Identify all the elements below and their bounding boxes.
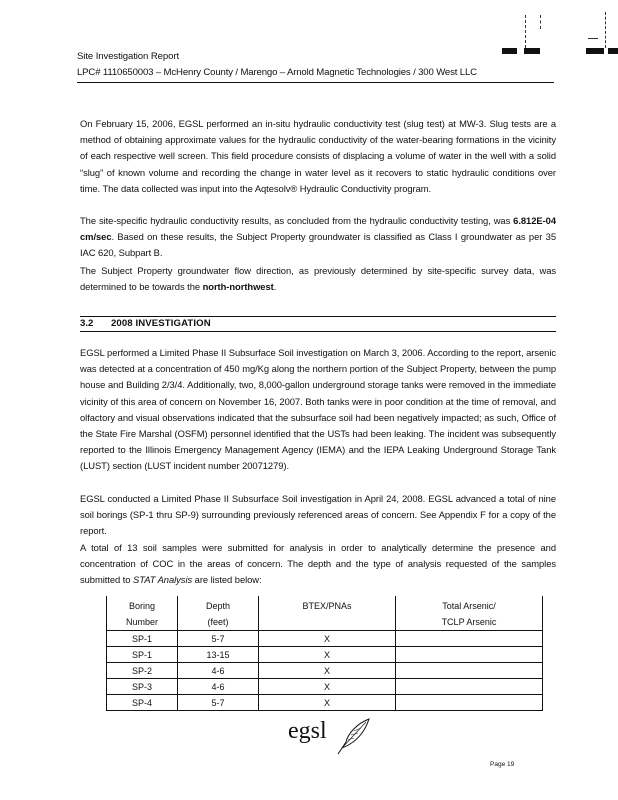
cell-boring: SP-2: [107, 663, 178, 679]
cell-depth: 4-6: [178, 679, 259, 695]
feather-icon: [336, 716, 372, 756]
table-row: [107, 631, 543, 647]
cell-depth: 5-7: [178, 695, 259, 711]
paragraph-2006-investigation: EGSL performed a Limited Phase II Subsurface Soil investigation on March 3, 2006. According to the report, arsenic was detected at a concentration of 450 mg/Kg along the northern portion of the Subject Property, between the pump house and Building 2/3/4. Additionally, two, 8,000-gallon underground storage tanks were removed in the immediate vicinity of this area of concern on November 16, 2007. Both tanks were in poor condition at the time of removal, and olfactory and visual observations indicated that the subsurface soil had been negatively impacted; as such, Office of the State Fire Marshal (OSFM) personnel identified that the USTs had been leaking. The incident was subsequently reported to the Illinois Emergency Management Agency (IEMA) and the IEPA Leaking Underground Storage Tank (LUST) section (LUST incident number 20071279).: [80, 347, 556, 472]
report-title: Site Investigation Report: [77, 51, 180, 62]
text: .: [273, 281, 277, 293]
table-row: [107, 695, 543, 711]
text: The Subject Property groundwater flow direction, as previously determined by site-specific survey data, was determined to be towards the: [80, 265, 556, 293]
page-number: Page 19: [490, 761, 515, 768]
header-boring-number: Boring Number: [107, 596, 178, 631]
header-arsenic: Total Arsenic/ TCLP Arsenic: [396, 596, 543, 631]
lab-name: STAT Analysis: [133, 574, 193, 586]
cell-arsenic: [396, 679, 543, 695]
cell-btex: X: [259, 695, 396, 711]
cell-arsenic: [396, 631, 543, 647]
conductivity-value: 6.812E-04 cm/sec: [80, 215, 556, 243]
table-row: [107, 679, 543, 695]
text: . Based on these results, the Subject Property groundwater is classified as Class I groundwater as per 35 IAC 620, Subpart B.: [80, 231, 556, 259]
cell-btex: X: [259, 679, 396, 695]
soil-sample-table: [106, 596, 543, 711]
header-btex-pnas: BTEX/PNAs: [259, 596, 396, 631]
paragraph-slug-test: On February 15, 2006, EGSL performed an in-situ hydraulic conductivity test (slug test) at MW-3. Slug tests are a method of obtaining approximate values for the hydraulic conductivity of the water-bearing formations in the vicinity of each respective well screen. This field procedure consists of displacing a volume of water in the well with a solid “slug” of known volume and recording the change in water level as it recovers to static hydraulic conditions over time. The data collected was input into the Aqtesolv® Hydraulic Conductivity program.: [80, 118, 556, 194]
cell-btex: X: [259, 663, 396, 679]
text: The site-specific hydraulic conductivity results, as concluded from the hydraulic conductivity testing, was: [80, 215, 514, 226]
table-row: [107, 663, 543, 679]
cell-arsenic: [396, 647, 543, 663]
section-title: 2008 INVESTIGATION: [111, 318, 211, 329]
cell-arsenic: [396, 663, 543, 679]
cell-depth: 4-6: [178, 663, 259, 679]
table-header-row: [107, 596, 543, 631]
cell-depth: 13-15: [178, 647, 259, 663]
report-subtitle: LPC# 1110650003 – McHenry County / Marengo – Arnold Magnetic Technologies / 300 West LLC: [77, 67, 477, 78]
paragraph-soil-samples: [80, 540, 556, 589]
flow-direction-value: north-northwest: [202, 281, 274, 293]
cell-btex: X: [259, 631, 396, 647]
section-number: 3.2: [80, 318, 94, 329]
section-rule-bottom: [80, 331, 556, 332]
cell-btex: X: [259, 647, 396, 663]
paragraph-2008-investigation: EGSL conducted a Limited Phase II Subsurface Soil investigation in April 24, 2008. EGSL advanced a total of nine soil borings (SP-1 thru SP-9) surrounding previously referenced areas of concern. See Appendix F for a copy of the report.: [80, 493, 556, 537]
text: are listed below:: [192, 574, 262, 586]
text: A total of 13 soil samples were submitted for analysis in order to analytically determine the presence and concentration of COC in the areas of concern. The depth and the type of analysis requested of the samples submitted to: [80, 542, 556, 586]
header-depth: Depth (feet): [178, 596, 259, 631]
cell-boring: SP-4: [107, 695, 178, 711]
table-row: [107, 647, 543, 663]
cell-boring: SP-1: [107, 647, 178, 663]
section-rule-top: [80, 316, 556, 317]
egsl-logo: egsl: [288, 718, 327, 744]
cell-boring: SP-1: [107, 631, 178, 647]
cell-boring: SP-3: [107, 679, 178, 695]
cell-depth: 5-7: [178, 631, 259, 647]
paragraph-conductivity-results: [80, 213, 556, 262]
paragraph-flow-direction: [80, 263, 556, 295]
cell-arsenic: [396, 695, 543, 711]
header-divider: [77, 82, 554, 83]
